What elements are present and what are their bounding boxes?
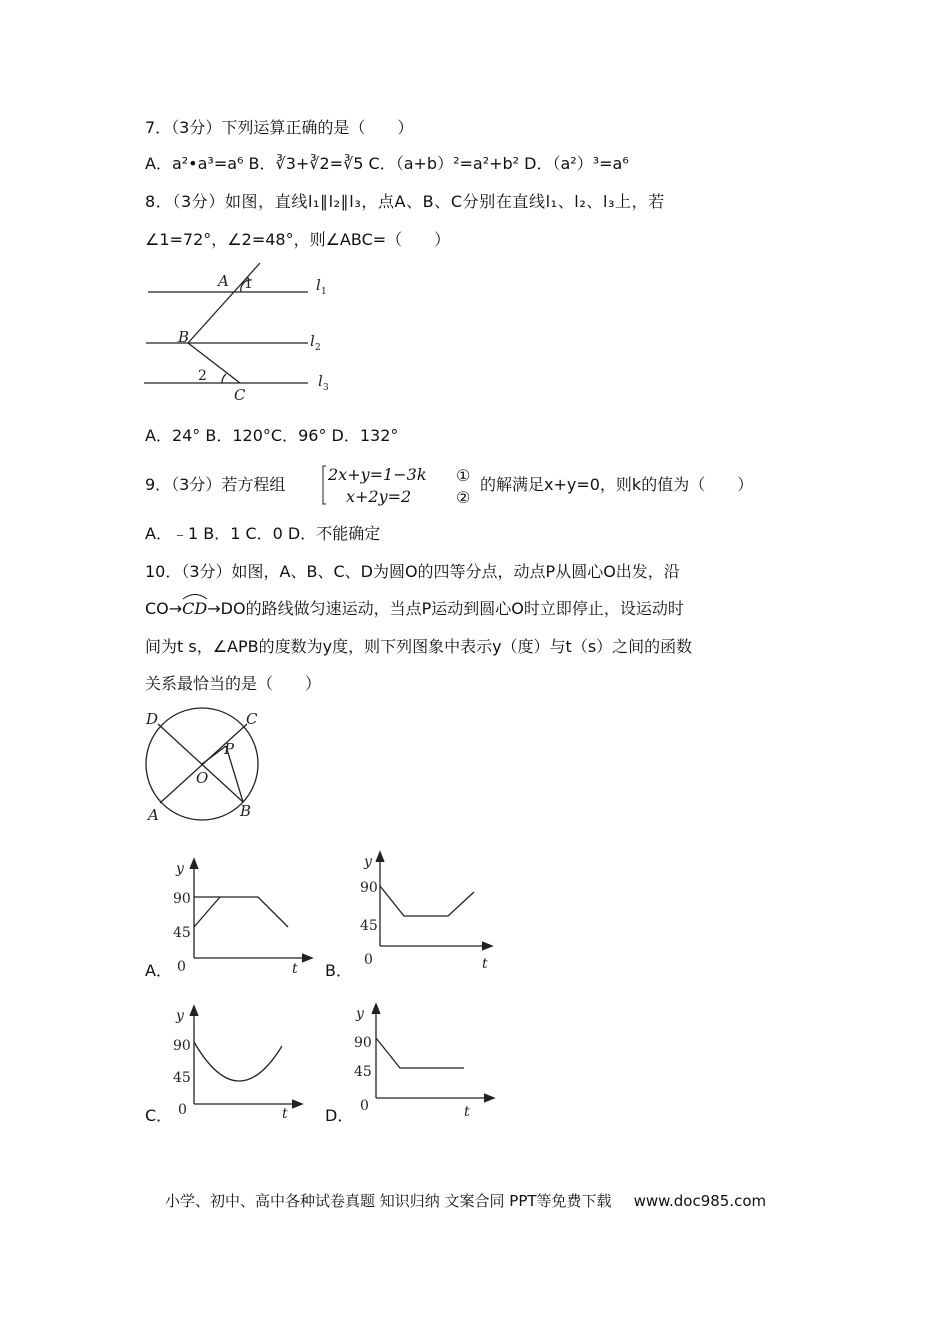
point-a-label: A <box>218 272 229 290</box>
q10-arc-cd <box>182 598 207 620</box>
q9-suffix: 的解满足x+y=0，则k的值为（ ） <box>480 475 754 494</box>
graph-a-label: A． <box>145 961 172 980</box>
graph-a <box>170 855 320 977</box>
graph-a-t-label: t <box>292 961 298 977</box>
line-l2-sub: 2 <box>315 343 321 353</box>
circle-center-o: O <box>196 769 209 787</box>
q9-equation-2: x+2y=2 <box>346 487 412 506</box>
q10-stem-line3: 间为t s，∠APB的度数为y度，则下列图象中表示y（度）与t（s）之间的函数 <box>145 637 693 656</box>
graph-a-tick-90: 90 <box>173 891 191 907</box>
angle-2-label: 2 <box>198 368 207 384</box>
graph-a-tick-45: 45 <box>173 925 191 941</box>
q10-path-start: CO→ <box>145 599 183 618</box>
circle-point-p: P <box>224 740 235 758</box>
graph-a-origin: 0 <box>177 959 186 975</box>
graph-a-y-label: y <box>176 861 184 877</box>
graph-d-tick-90: 90 <box>354 1035 372 1051</box>
graph-d-label: D． <box>325 1106 354 1125</box>
circle-point-c: C <box>246 710 258 728</box>
q8-parallel-lines-figure <box>140 258 340 406</box>
q8-stem-line1: 8．（3分）如图，直线l₁∥l₂∥l₃，点A、B、C分别在直线l₁、l₂、l₃上，若 <box>145 192 665 211</box>
graph-b <box>356 848 506 972</box>
graph-c-t-label: t <box>282 1106 288 1122</box>
q7-stem: 7．（3分）下列运算正确的是（ ） <box>145 118 414 137</box>
q10-stem-line1: 10．（3分）如图，A、B、C、D为圆O的四等分点，动点P从圆心O出发，沿 <box>145 562 680 581</box>
q9-mark-2: ② <box>456 488 471 507</box>
graph-b-label: B． <box>325 961 352 980</box>
graph-b-y-label: y <box>364 854 372 870</box>
graph-c-label: C． <box>145 1106 173 1125</box>
q10-circle-figure <box>140 706 270 824</box>
q10-arc-cd-text: CD <box>182 599 208 618</box>
q10-path-rest: →DO的路线做匀速运动，当点P运动到圆心O时立即停止，设运动时 <box>207 599 684 618</box>
graph-b-t-label: t <box>482 956 488 972</box>
q8-options: A．24° B．120°C．96° D．132° <box>145 426 399 445</box>
graph-c-origin: 0 <box>178 1102 187 1118</box>
circle-point-b: B <box>240 802 252 820</box>
q9-stem <box>145 474 285 496</box>
circle-point-a: A <box>148 806 159 824</box>
graph-d-tick-45: 45 <box>354 1064 372 1080</box>
line-l3-label: l <box>318 372 323 390</box>
point-c-label: C <box>234 386 246 404</box>
graph-d <box>352 1000 502 1122</box>
graph-b-tick-90: 90 <box>360 880 378 896</box>
graph-c-y-label: y <box>176 1008 184 1024</box>
line-l1-sub: 1 <box>321 287 327 297</box>
footer-url[interactable]: www.doc985.com <box>633 1192 767 1210</box>
q9-mark-1: ① <box>456 466 471 485</box>
q10-stem-line2 <box>145 598 684 620</box>
q9-equation-system <box>318 462 480 508</box>
graph-c <box>170 1000 320 1122</box>
page-footer <box>165 1190 766 1211</box>
line-l3-sub: 3 <box>323 383 329 393</box>
angle-1-label: 1 <box>244 276 253 292</box>
graph-b-tick-45: 45 <box>360 918 378 934</box>
q9-prefix: 9．（3分）若方程组 <box>145 475 286 494</box>
line-l2-label: l <box>310 332 315 350</box>
q9-options: A．﹣1 B．1 C．0 D．不能确定 <box>145 524 381 543</box>
footer-text: 小学、初中、高中各种试卷真题 知识归纳 文案合同 PPT等免费下载 <box>165 1192 612 1210</box>
point-b-label: B <box>178 328 190 346</box>
graph-d-y-label: y <box>356 1006 364 1022</box>
graph-d-t-label: t <box>464 1104 470 1120</box>
q7-options: A．a²•a³=a⁶ B．∛3+∛2=∛5 C．（a+b）²=a²+b² D．（a²）³=a⁶ <box>145 154 629 173</box>
circle-point-d: D <box>146 710 159 728</box>
graph-c-tick-45: 45 <box>173 1070 191 1086</box>
line-l1-label: l <box>316 276 321 294</box>
graph-b-origin: 0 <box>364 952 373 968</box>
graph-c-tick-90: 90 <box>173 1038 191 1054</box>
q9-equation-1: 2x+y=1−3k <box>328 465 427 484</box>
q8-stem-line2: ∠1=72°，∠2=48°，则∠ABC=（ ） <box>145 230 451 249</box>
q10-stem-line4: 关系最恰当的是（ ） <box>145 674 322 693</box>
graph-d-origin: 0 <box>360 1098 369 1114</box>
